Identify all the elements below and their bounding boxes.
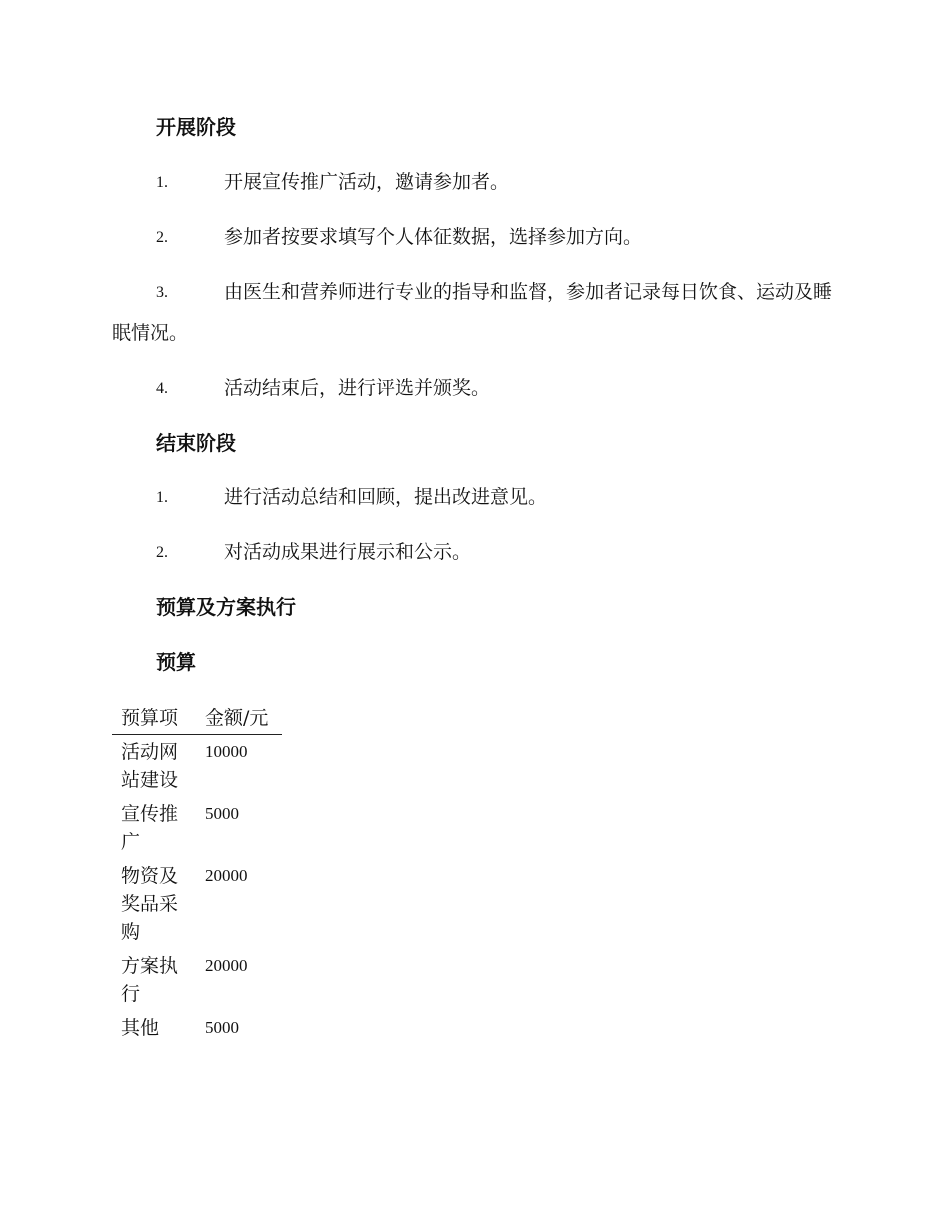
table-header-row — [112, 704, 282, 735]
section-heading-launch: 开展阶段 — [156, 115, 236, 139]
budget-amount-cell: 5000 — [205, 804, 239, 823]
section-heading-budget-execution: 预算及方案执行 — [156, 595, 296, 619]
budget-item-cell: 宣传推广 — [121, 803, 179, 853]
list-item-number: 3. — [156, 284, 168, 301]
budget-item-cell: 物资及奖品采购 — [121, 865, 179, 943]
table-row — [112, 859, 282, 949]
budget-item-cell: 方案执行 — [121, 955, 179, 1005]
list-item — [112, 368, 832, 409]
list-item-number: 2. — [156, 229, 168, 246]
table-row — [112, 735, 282, 798]
list-item-text: 活动结束后，进行评选并颁奖。 — [224, 377, 491, 399]
list-item-text: 进行活动总结和回顾，提出改进意见。 — [224, 486, 548, 508]
list-item — [112, 162, 832, 203]
list-item-text: 由医生和营养师进行专业的指导和监督，参加者记录每日饮食、运动及睡眠情况。 — [112, 281, 833, 344]
budget-item-cell: 其他 — [121, 1017, 160, 1039]
table-row — [112, 1011, 282, 1045]
budget-item-cell: 活动网站建设 — [121, 741, 179, 791]
list-item-text: 参加者按要求填写个人体征数据，选择参加方向。 — [224, 226, 643, 248]
section-heading-budget: 预算 — [156, 650, 196, 674]
budget-amount-cell: 20000 — [205, 956, 248, 975]
section-heading-closing: 结束阶段 — [156, 431, 236, 455]
column-header-item: 预算项 — [112, 704, 196, 735]
list-item — [112, 217, 832, 258]
budget-amount-cell: 10000 — [205, 742, 248, 761]
list-item — [112, 272, 832, 354]
list-item-number: 1. — [156, 489, 168, 506]
list-item-text: 开展宣传推广活动，邀请参加者。 — [224, 171, 510, 193]
budget-amount-cell: 20000 — [205, 866, 248, 885]
list-item-number: 4. — [156, 380, 168, 397]
list-item-text: 对活动成果进行展示和公示。 — [224, 541, 472, 563]
budget-amount-cell: 5000 — [205, 1018, 239, 1037]
column-header-amount: 金额/元 — [196, 704, 282, 735]
list-item — [112, 532, 832, 573]
list-item-number: 1. — [156, 174, 168, 191]
list-item-number: 2. — [156, 544, 168, 561]
budget-table — [112, 704, 282, 1045]
table-row — [112, 949, 282, 1011]
table-row — [112, 797, 282, 859]
list-item — [112, 477, 832, 518]
